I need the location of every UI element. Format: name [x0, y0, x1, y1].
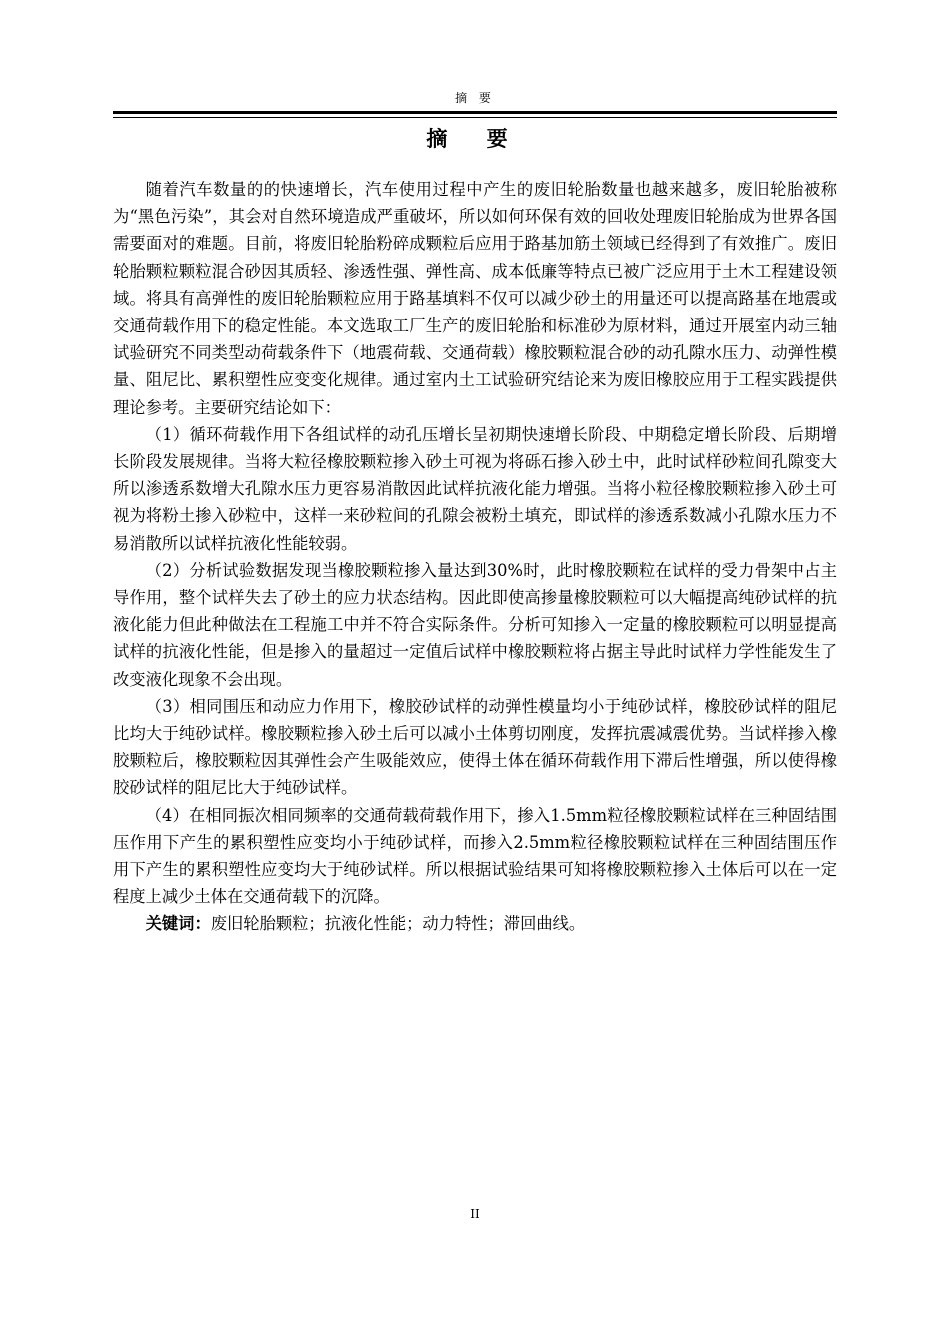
page-title: 摘 要 — [426, 126, 524, 151]
abstract-paragraph-1: （1）循环荷载作用下各组试样的动孔压增长呈初期快速增长阶段、中期稳定增长阶段、后期增长阶段发展规律。当将大粒径橡胶颗粒掺入砂土可视为将砾石掺入砂土中，此时试样砂粒间孔隙变大所以渗透系数增大孔隙水压力更容易消散因此试样抗液化能力增强。当将小粒径橡胶颗粒掺入砂土可视为将粉土掺入砂粒中，这样一来砂粒间的孔隙会被粉土填充，即试样的渗透系数减小孔隙水压力不易消散所以试样抗液化性能较弱。 — [113, 424, 837, 553]
keywords-line — [113, 910, 837, 937]
abstract-paragraph-2: （2）分析试验数据发现当橡胶颗粒掺入量达到30%时，此时橡胶颗粒在试样的受力骨架中占主导作用，整个试样失去了砂土的应力状态结构。因此即使高掺量橡胶颗粒可以大幅提高纯砂试样的抗液化能力但此种做法在工程施工中并不符合实际条件。分析可知掺入一定量的橡胶颗粒可以明显提高试样的抗液化性能，但是掺入的量超过一定值后试样中橡胶颗粒将占据主导此时试样力学性能发生了改变液化现象不会出现。 — [113, 560, 837, 689]
abstract-paragraph-4: （4）在相同振次相同频率的交通荷载荷载作用下，掺入1.5mm粒径橡胶颗粒试样在三种固结围压作用下产生的累积塑性应变均小于纯砂试样，而掺入2.5mm粒径橡胶颗粒试样在三种固结围压作用下产生的累积塑性应变均大于纯砂试样。所以根据试验结果可知将橡胶颗粒掺入土体后可以在一定程度上减少土体在交通荷载下的沉降。 — [113, 805, 837, 907]
abstract-paragraph-3: （3）相同围压和动应力作用下，橡胶砂试样的动弹性模量均小于纯砂试样，橡胶砂试样的阻尼比均大于纯砂试样。橡胶颗粒掺入砂土后可以减小土体剪切刚度，发挥抗震减震优势。当试样掺入橡胶颗粒后，橡胶颗粒因其弹性会产生吸能效应，使得土体在循环荷载作用下滞后性增强，所以使得橡胶砂试样的阻尼比大于纯砂试样。 — [113, 696, 837, 798]
header-rule-thin — [113, 117, 837, 118]
abstract-body — [113, 176, 837, 938]
running-header: 摘 要 — [455, 91, 495, 105]
header-rule-thick — [113, 111, 837, 114]
abstract-paragraph-intro: 随着汽车数量的的快速增长，汽车使用过程中产生的废旧轮胎数量也越来越多，废旧轮胎被称为“黑色污染”，其会对自然环境造成严重破坏，所以如何环保有效的回收处理废旧轮胎成为世界各国需要面对的难题。目前，将废旧轮胎粉碎成颗粒后应用于路基加筋土领域已经得到了有效推广。废旧轮胎颗粒颗粒混合砂因其质轻、渗透性强、弹性高、成本低廉等特点已被广泛应用于土木工程建设领域。将具有高弹性的废旧轮胎颗粒应用于路基填料不仅可以减少砂土的用量还可以提高路基在地震或交通荷载作用下的稳定性能。本文选取工厂生产的废旧轮胎和标准砂为原材料，通过开展室内动三轴试验研究不同类型动荷载条件下（地震荷载、交通荷载）橡胶颗粒混合砂的动孔隙水压力、动弹性模量、阻尼比、累积塑性应变变化规律。通过室内土工试验研究结论来为废旧橡胶应用于工程实践提供理论参考。主要研究结论如下： — [113, 180, 837, 417]
page-number: II — [470, 1207, 480, 1221]
keywords-text: 废旧轮胎颗粒；抗液化性能；动力特性；滞回曲线。 — [210, 914, 586, 934]
keywords-label: 关键词： — [145, 914, 211, 934]
